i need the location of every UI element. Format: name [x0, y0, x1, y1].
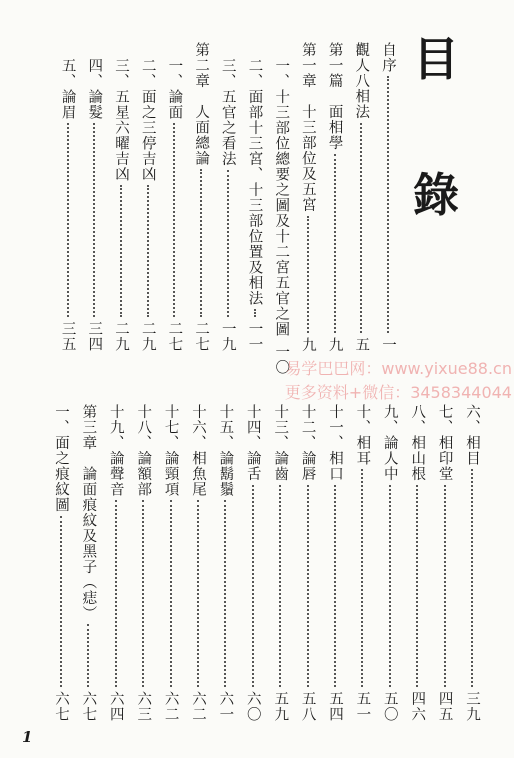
toc-entry-title: 十九、論聲音 — [107, 404, 124, 497]
toc-entry-title: 第一章 十三部位及五宮 — [299, 42, 316, 213]
toc-entry-page: 二七 — [193, 321, 210, 352]
toc-entry — [51, 404, 71, 722]
toc-entry-page: 五 — [353, 336, 370, 352]
toc-entry-page: 六〇 — [244, 691, 261, 722]
toc-entry-page: 二九 — [113, 321, 129, 352]
toc-entry-title: 觀人八相法 — [353, 42, 370, 120]
toc-entry — [133, 404, 153, 722]
toc-entry — [218, 58, 238, 352]
toc-entry-page: 五九 — [272, 691, 289, 722]
toc-entry-title: 第一篇 面相學 — [326, 42, 343, 151]
toc-entry-page: 一 — [380, 336, 396, 352]
toc-entry — [407, 404, 427, 722]
toc-entry — [106, 404, 126, 722]
toc-entry — [270, 404, 290, 722]
toc-entry-title: 第三章 論面痕紋及黑子（痣） — [80, 404, 97, 621]
toc-entry-title: 七、相印堂 — [436, 404, 453, 482]
toc-entry-title: 二、面之三停吉凶 — [139, 58, 156, 182]
toc-leader-dots — [279, 485, 281, 688]
toc-leader-dots — [444, 485, 446, 688]
toc-entry-page: 三四 — [86, 321, 103, 352]
toc-leader-dots — [224, 500, 226, 687]
toc-entry-title: 自序 — [380, 42, 396, 73]
toc-entry — [111, 58, 131, 352]
toc-entry-title: 十三、論齒 — [272, 404, 289, 482]
toc-entry-title: 六、相目 — [464, 404, 480, 466]
toc-entry — [188, 404, 208, 722]
toc-entry-page: 六二 — [190, 691, 206, 722]
toc-entry-page: 六一 — [217, 691, 234, 722]
toc-entry — [215, 404, 235, 722]
toc-entry-page: 四六 — [409, 691, 426, 722]
toc-entry — [351, 42, 371, 352]
toc-entry — [352, 404, 372, 722]
toc-entry — [325, 404, 345, 722]
toc-entry — [325, 42, 345, 352]
toc-leader-dots — [67, 123, 69, 317]
toc-entry-title: 十、相耳 — [354, 404, 371, 466]
toc-entry-page: 四五 — [436, 691, 453, 722]
toc-entry — [164, 58, 184, 352]
toc-leader-dots — [173, 123, 175, 317]
toc-entry-title: 三、五官之看法 — [219, 58, 236, 167]
toc-entry-title: 九、論人中 — [381, 404, 398, 482]
toc-entry-page: 六二 — [162, 691, 179, 722]
toc-entry-page: 九 — [299, 336, 316, 352]
toc-entry-title: 一、論面 — [166, 58, 183, 120]
toc-leader-dots — [389, 485, 391, 688]
toc-entry-title: 一、面之痕紋圖 — [53, 404, 69, 513]
toc-entry-page: 一九 — [219, 321, 236, 352]
toc-entry-page: 九 — [326, 336, 343, 352]
toc-leader-dots — [197, 500, 199, 687]
watermark-line-1: 易学巴巴网：www.yixue88.cn — [285, 359, 512, 378]
toc-entry-page: 六七 — [53, 691, 69, 722]
title-char-1: 目 — [413, 32, 459, 86]
toc-entry-title: 一、十三部位總要之圖及十二宮五官之圖 — [273, 58, 290, 337]
toc-entry-title: 十八、論額部 — [135, 404, 152, 497]
toc-entry-page: 三五 — [59, 321, 76, 352]
toc-leader-dots — [60, 516, 62, 688]
toc-leader-dots — [93, 123, 95, 317]
toc-leader-dots — [416, 485, 418, 688]
toc-leader-dots — [307, 216, 309, 333]
toc-leader-dots — [254, 309, 256, 317]
toc-entry-page: 六七 — [80, 691, 97, 722]
toc-entry — [138, 58, 158, 352]
toc-leader-dots — [115, 500, 117, 687]
toc-entry-title: 十四、論舌 — [244, 404, 261, 482]
toc-entry — [298, 404, 318, 722]
toc-entry-page: 一〇 — [273, 344, 290, 375]
toc-entry-page: 二七 — [166, 321, 183, 352]
toc-leader-dots — [387, 76, 389, 333]
toc-entry-title: 十七、論頸項 — [162, 404, 179, 497]
toc-entry-title: 八、相山根 — [409, 404, 426, 482]
toc-leader-dots — [334, 154, 336, 333]
toc-entry-page: 五八 — [299, 691, 316, 722]
toc-entry — [298, 42, 318, 352]
toc-leader-dots — [170, 500, 172, 687]
toc-entry-title: 五、論眉 — [59, 58, 76, 120]
toc-leader-dots — [471, 469, 473, 687]
toc-entry-page: 六四 — [107, 691, 124, 722]
toc-leader-dots — [200, 169, 202, 317]
toc-entry-page: 二九 — [139, 321, 156, 352]
toc-leader-dots — [252, 485, 254, 688]
toc-leader-dots — [227, 170, 229, 318]
toc-entry — [243, 404, 263, 722]
toc-entry — [78, 404, 98, 722]
toc-leader-dots — [147, 185, 149, 317]
toc-leader-dots — [361, 469, 363, 687]
toc-entry-page: 六三 — [135, 691, 152, 722]
toc-entry-title: 三、五星六曜吉凶 — [113, 58, 129, 182]
toc-entry-title: 第二章 人面總論 — [193, 42, 210, 166]
toc-entry-page: 五一 — [354, 691, 371, 722]
toc-leader-dots — [307, 485, 309, 688]
toc-entry — [84, 58, 104, 352]
toc-entry — [435, 404, 455, 722]
toc-leader-dots — [334, 485, 336, 688]
toc-entry — [462, 404, 482, 722]
toc-entry-title: 十六、相魚尾 — [190, 404, 206, 497]
toc-entry-title: 十五、論鬍鬚 — [217, 404, 234, 497]
toc-entry — [161, 404, 181, 722]
toc-leader-dots — [360, 123, 362, 333]
toc-leader-dots — [120, 185, 122, 317]
toc-entry-page: 三九 — [464, 691, 480, 722]
page-title — [410, 32, 462, 236]
toc-entry-title: 二、面部十三宮、十三部位置及相法 — [246, 58, 263, 306]
toc-entry-title: 十一、相口 — [327, 404, 343, 482]
toc-entry — [378, 42, 398, 352]
toc-entry — [58, 58, 78, 352]
toc-entry-page: 一一 — [246, 321, 263, 352]
toc-entry-title: 十二、論唇 — [299, 404, 316, 482]
toc-entry — [191, 42, 211, 352]
toc-leader-dots — [87, 624, 89, 687]
toc-leader-dots — [142, 500, 144, 687]
title-char-2: 錄 — [413, 168, 459, 222]
toc-entry — [271, 58, 291, 375]
toc-entry-title: 四、論髮 — [86, 58, 103, 120]
toc-entry — [245, 58, 265, 352]
toc-entry-page: 五〇 — [381, 691, 398, 722]
watermark-line-2: 更多资料+微信：3458344044 — [284, 383, 512, 402]
toc-entry — [380, 404, 400, 722]
toc-entry-page: 五四 — [327, 691, 343, 722]
page-number: 1 — [22, 728, 33, 746]
